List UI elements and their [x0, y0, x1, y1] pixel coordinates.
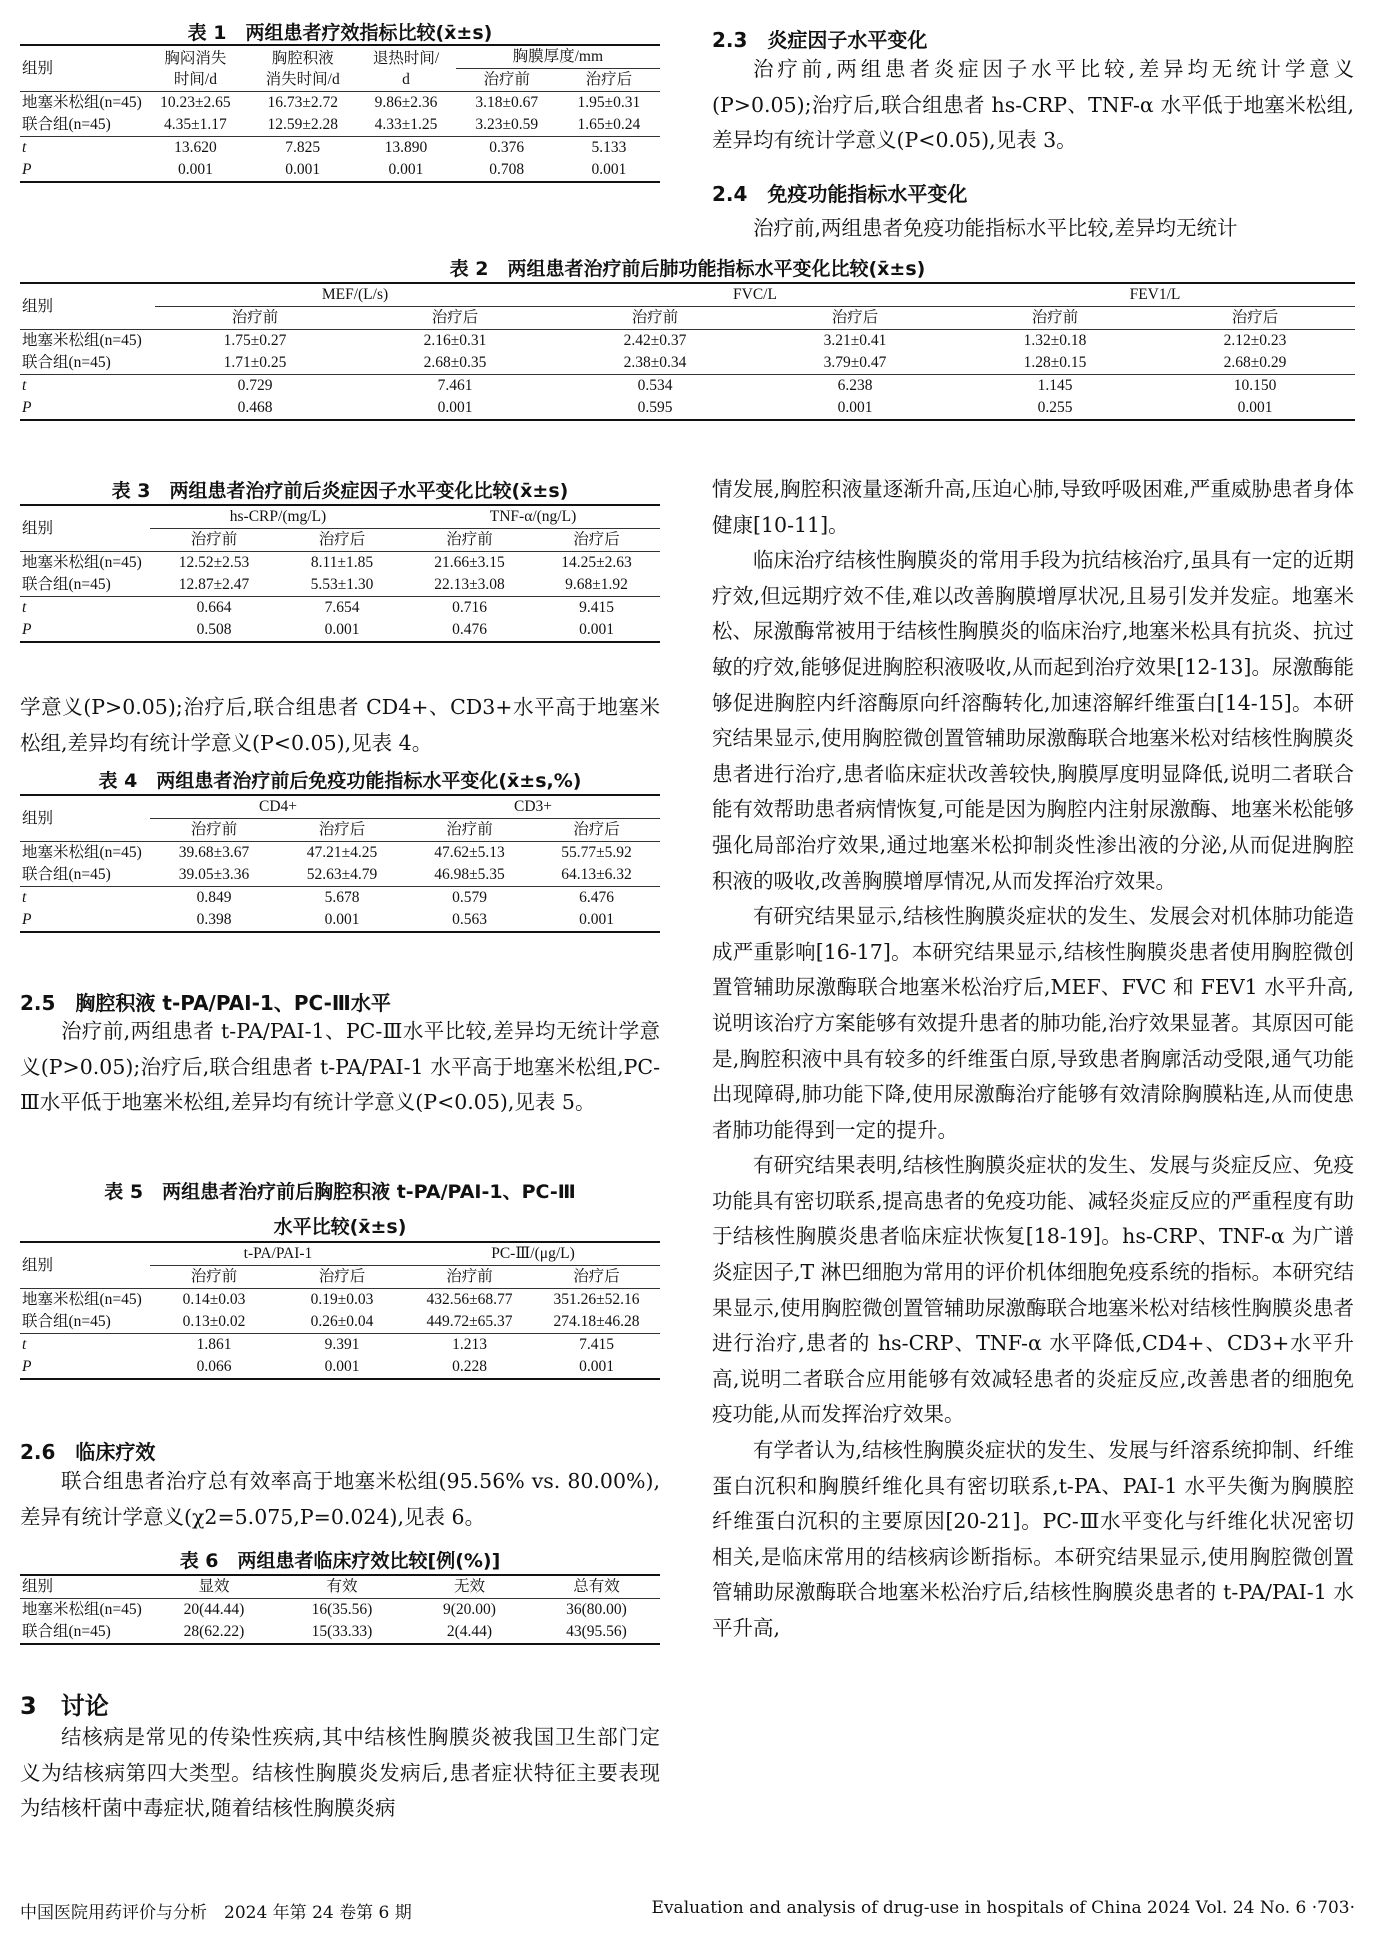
table5-title-line1: 表 5 两组患者治疗前后胸腔积液 t-PA/PAI-1、PC-Ⅲ	[104, 1181, 576, 1203]
section-2-4-text: 治疗前,两组患者免疫功能指标水平比较,差异均无统计	[753, 216, 1238, 240]
table5-group-col-header: PC-Ⅲ/(μg/L)	[406, 1242, 660, 1266]
table2-sub-header: 治疗后	[1231, 309, 1279, 326]
table1-group-header: 组别	[20, 45, 142, 92]
table-row: 联合组(n=45) 0.13±0.02 0.26±0.04 449.72±65.37 274.18±46.28	[22, 1313, 640, 1330]
section-2-4-heading: 2.4 免疫功能指标水平变化	[712, 182, 968, 206]
table-row: t 0.849 5.678 0.579 6.476	[20, 887, 660, 910]
table1-col-header: 胸腔积液 消失时间/d	[249, 45, 356, 92]
table3-sub-header: 治疗后	[573, 531, 620, 548]
table-row: 联合组(n=45) 28(62.22) 15(33.33) 2(4.44) 43(95.56)	[20, 1621, 660, 1644]
section-2-3-text: 治疗前,两组患者炎症因子水平比较,差异均无统计学意义(P>0.05);治疗后,联合组患者 hs-CRP、TNF-α 水平低于地塞米松组,差异均有统计学意义(P<0.05),见表 3。	[712, 57, 1354, 153]
discussion-right-column	[712, 472, 1354, 1647]
table4-sub-header: 治疗前	[446, 821, 493, 838]
table3-group-col-header: TNF-α/(ng/L)	[406, 505, 660, 529]
table2-sub-header: 治疗前	[1031, 309, 1079, 326]
section-2-3-heading: 2.3 炎症因子水平变化	[712, 28, 928, 52]
table-row: P 0.398 0.001 0.563 0.001	[20, 909, 660, 932]
table6-header: 有效	[278, 1575, 406, 1599]
table5-title-line2: 水平比较(x̄±s)	[273, 1216, 407, 1238]
discussion-paragraph: 临床治疗结核性胸膜炎的常用手段为抗结核治疗,虽具有一定的近期疗效,但远期疗效不佳,难以改善胸膜增厚状况,且易引发并发症。地塞米松、尿激酶常被用于结核性胸膜炎的临床治疗,地塞米松具有抗炎、抗过敏的疗效,能够促进胸腔积液吸收,从而起到治疗效果[12-13]。尿激酶能够促进胸腔内纤溶酶原向纤溶酶转化,加速溶解纤维蛋白[14-15]。本研究结果显示,使用胸腔微创置管辅助尿激酶联合地塞米松对结核性胸膜炎患者进行治疗,患者临床症状改善较快,胸膜厚度明显降低,说明二者联合能有效帮助患者病情恢复,可能是因为胸腔内注射尿激酶、地塞米松能够强化局部治疗效果,通过地塞米松抑制炎性渗出液的分泌,从而促进胸腔积液的吸收,改善胸膜增厚情况,从而发挥治疗效果。	[712, 548, 1355, 893]
section-3-text: 结核病是常见的传染性疾病,其中结核性胸膜炎被我国卫生部门定义为结核病第四大类型。结核性胸膜炎发病后,患者症状特征主要表现为结核杆菌中毒症状,随着结核性胸膜炎病	[20, 1725, 660, 1821]
table-row: 地塞米松组(n=45) 0.14±0.03 0.19±0.03 432.56±68.77 351.26±52.16	[20, 1289, 660, 1312]
table-row: t 0.664 7.654 0.716 9.415	[20, 597, 660, 620]
footer-journal: 中国医院用药评价与分析 2024 年第 24 卷第 6 期	[20, 1903, 412, 1923]
table3-sub-header: 治疗前	[446, 531, 493, 548]
section-3-heading: 3 讨论	[20, 1692, 109, 1720]
table1-sub-header: 治疗后	[585, 71, 633, 88]
discussion-paragraph: 有研究结果表明,结核性胸膜炎症状的发生、发展与炎症反应、免疫功能具有密切联系,提高患者的免疫功能、减轻炎症反应的严重程度有助于结核性胸膜炎患者临床症状恢复[18-19]。hs-CRP、TNF-α 为广谱炎症因子,T 淋巴细胞为常用的评价机体细胞免疫系统的指标。本研究结果显示,使用胸腔微创置管辅助尿激酶联合地塞米松对结核性胸膜炎患者进行治疗,患者的 hs-CRP、TNF-α 水平降低,CD4+、CD3+水平升高,说明二者联合应用能够有效减轻患者的炎症反应,改善患者的细胞免疫功能,从而发挥治疗效果。	[712, 1153, 1355, 1427]
discussion-paragraph: 有学者认为,结核性胸膜炎症状的发生、发展与纤溶系统抑制、纤维蛋白沉积和胸膜纤维化具有密切联系,t-PA、PAI-1 水平失衡为胸膜腔纤维蛋白沉积的主要原因[20-21]。PC-Ⅲ水平变化与纤维化状况密切相关,是临床常用的结核病诊断指标。本研究结果显示,使用胸腔微创置管辅助尿激酶联合地塞米松治疗后,结核性胸膜炎患者的 t-PA/PAI-1 水平升高,	[712, 1438, 1355, 1640]
table3-sub-header: 治疗后	[318, 531, 366, 548]
table4	[20, 794, 660, 933]
table2-group-col-header: MEF/(L/s)	[155, 283, 555, 307]
table-row: 地塞米松组(n=45) 1.75±0.27 2.16±0.31 2.42±0.37 3.21±0.41 1.32±0.18 2.12±0.23	[20, 330, 1355, 353]
section-2-6-text: 联合组患者治疗总有效率高于地塞米松组(95.56% vs. 80.00%),差异有统计学意义(χ2=5.075,P=0.024),见表 6。	[20, 1469, 660, 1529]
table3	[20, 504, 660, 643]
table4-group-col-header: CD4+	[150, 795, 406, 819]
table3-group-col-header: hs-CRP/(mg/L)	[150, 505, 406, 529]
table5	[20, 1241, 660, 1380]
table-row: P 0.001 0.001 0.001 0.708 0.001	[20, 159, 660, 182]
table-row: 联合组(n=45) 12.87±2.47 5.53±1.30 22.13±3.08 9.68±1.92	[22, 576, 628, 593]
table-row: t 1.861 9.391 1.213 7.415	[20, 1334, 660, 1357]
table2-sub-header: 治疗后	[431, 309, 479, 326]
table-row: t 13.620 7.825 13.890 0.376 5.133	[20, 137, 660, 160]
table5-group-col-header: t-PA/PAI-1	[150, 1242, 406, 1266]
table1-title: 表 1 两组患者疗效指标比较(x̄±s)	[187, 22, 493, 44]
table3-sub-header: 治疗前	[190, 531, 238, 548]
section-2-4-continued-text: 学意义(P>0.05);治疗后,联合组患者 CD4+、CD3+水平高于地塞米松组,差异均有统计学意义(P<0.05),见表 4。	[20, 695, 660, 755]
table-row: P 0.508 0.001 0.476 0.001	[20, 619, 660, 642]
table6-header: 无效	[406, 1575, 533, 1599]
table2-group-col-header: FVC/L	[555, 283, 955, 307]
table-row: P 0.468 0.001 0.595 0.001 0.255 0.001	[20, 397, 1355, 420]
table4-sub-header: 治疗后	[573, 821, 620, 838]
table6-header: 组别	[20, 1575, 150, 1599]
table-row: t 0.729 7.461 0.534 6.238 1.145 10.150	[20, 375, 1355, 398]
table4-sub-header: 治疗前	[190, 821, 238, 838]
table5-sub-header: 治疗前	[190, 1268, 238, 1285]
table2-sub-header: 治疗后	[831, 309, 879, 326]
table3-title: 表 3 两组患者治疗前后炎症因子水平变化比较(x̄±s)	[111, 480, 569, 502]
table2-sub-header: 治疗前	[631, 309, 679, 326]
table3-group-header: 组别	[20, 505, 150, 552]
table1-sub-header: 治疗前	[483, 71, 530, 88]
table5-sub-header: 治疗后	[573, 1268, 620, 1285]
discussion-paragraph: 有研究结果显示,结核性胸膜炎症状的发生、发展会对机体肺功能造成严重影响[16-17]。本研究结果显示,结核性胸膜炎患者使用胸腔微创置管辅助尿激酶联合地塞米松治疗后,MEF、FVC 和 FEV1 水平升高,说明该治疗方案能够有效提升患者的肺功能,治疗效果显著。其原因可能是,胸腔积液中具有较多的纤维蛋白原,导致患者胸廓活动受限,通气功能出现障碍,肺功能下降,使用尿激酶治疗能够有效清除胸膜粘连,从而使患者肺功能得到一定的提升。	[712, 904, 1355, 1142]
table1-col-header: 退热时间/ d	[356, 45, 455, 92]
table6-title: 表 6 两组患者临床疗效比较[例(%)]	[179, 1550, 501, 1572]
table2-title: 表 2 两组患者治疗前后肺功能指标水平变化比较(x̄±s)	[449, 258, 926, 280]
table4-title: 表 4 两组患者治疗前后免疫功能指标水平变化(x̄±s,%)	[98, 770, 582, 792]
table6-header: 显效	[150, 1575, 278, 1599]
section-2-6-heading: 2.6 临床疗效	[20, 1440, 156, 1464]
section-2-5-text: 治疗前,两组患者 t-PA/PAI-1、PC-Ⅲ水平比较,差异均无统计学意义(P>0.05);治疗后,联合组患者 t-PA/PAI-1 水平高于地塞米松组,PC-Ⅲ水平低于地塞米松组,差异均有统计学意义(P<0.05),见表 5。	[20, 1019, 660, 1115]
discussion-paragraph: 情发展,胸腔积液量逐渐升高,压迫心肺,导致呼吸困难,严重威胁患者身体健康[10-11]。	[712, 477, 1354, 537]
table-row: 地塞米松组(n=45) 10.23±2.65 16.73±2.72 9.86±2.36 3.18±0.67 1.95±0.31	[20, 92, 660, 115]
table2	[20, 282, 1355, 421]
table5-group-header: 组别	[20, 1242, 150, 1289]
table4-sub-header: 治疗后	[318, 821, 366, 838]
table-row: 地塞米松组(n=45) 39.68±3.67 47.21±4.25 47.62±5.13 55.77±5.92	[20, 842, 660, 865]
table6-header: 总有效	[533, 1575, 660, 1599]
table4-group-header: 组别	[20, 795, 150, 842]
table-row: 联合组(n=45) 39.05±3.36 52.63±4.79 46.98±5.35 64.13±6.32	[22, 866, 632, 883]
table1-group-col-header: 胸膜厚度/mm	[456, 45, 660, 69]
table1-col-header: 胸闷消失 时间/d	[142, 45, 249, 92]
table2-sub-header: 治疗前	[231, 309, 279, 326]
table6	[20, 1574, 660, 1645]
table-row: 地塞米松组(n=45) 12.52±2.53 8.11±1.85 21.66±3.15 14.25±2.63	[20, 552, 660, 575]
table1	[20, 44, 660, 183]
table2-group-header: 组别	[20, 283, 155, 330]
table4-group-col-header: CD3+	[406, 795, 660, 819]
table-row: 联合组(n=45) 4.35±1.17 12.59±2.28 4.33±1.25 3.23±0.59 1.65±0.24	[22, 116, 641, 133]
table5-sub-header: 治疗后	[318, 1268, 366, 1285]
table-row: 联合组(n=45) 1.71±0.25 2.68±0.35 2.38±0.34 3.79±0.47 1.28±0.15 2.68±0.29	[22, 354, 1287, 371]
table-row: 地塞米松组(n=45) 20(44.44) 16(35.56) 9(20.00) 36(80.00)	[20, 1599, 660, 1622]
footer-page: Evaluation and analysis of drug-use in hospitals of China 2024 Vol. 24 No. 6 ·703·	[651, 1898, 1355, 1918]
table2-group-col-header: FEV1/L	[955, 283, 1355, 307]
table5-sub-header: 治疗前	[446, 1268, 493, 1285]
section-2-5-heading: 2.5 胸腔积液 t-PA/PAI-1、PC-Ⅲ水平	[20, 991, 391, 1015]
table-row: P 0.066 0.001 0.228 0.001	[20, 1356, 660, 1379]
